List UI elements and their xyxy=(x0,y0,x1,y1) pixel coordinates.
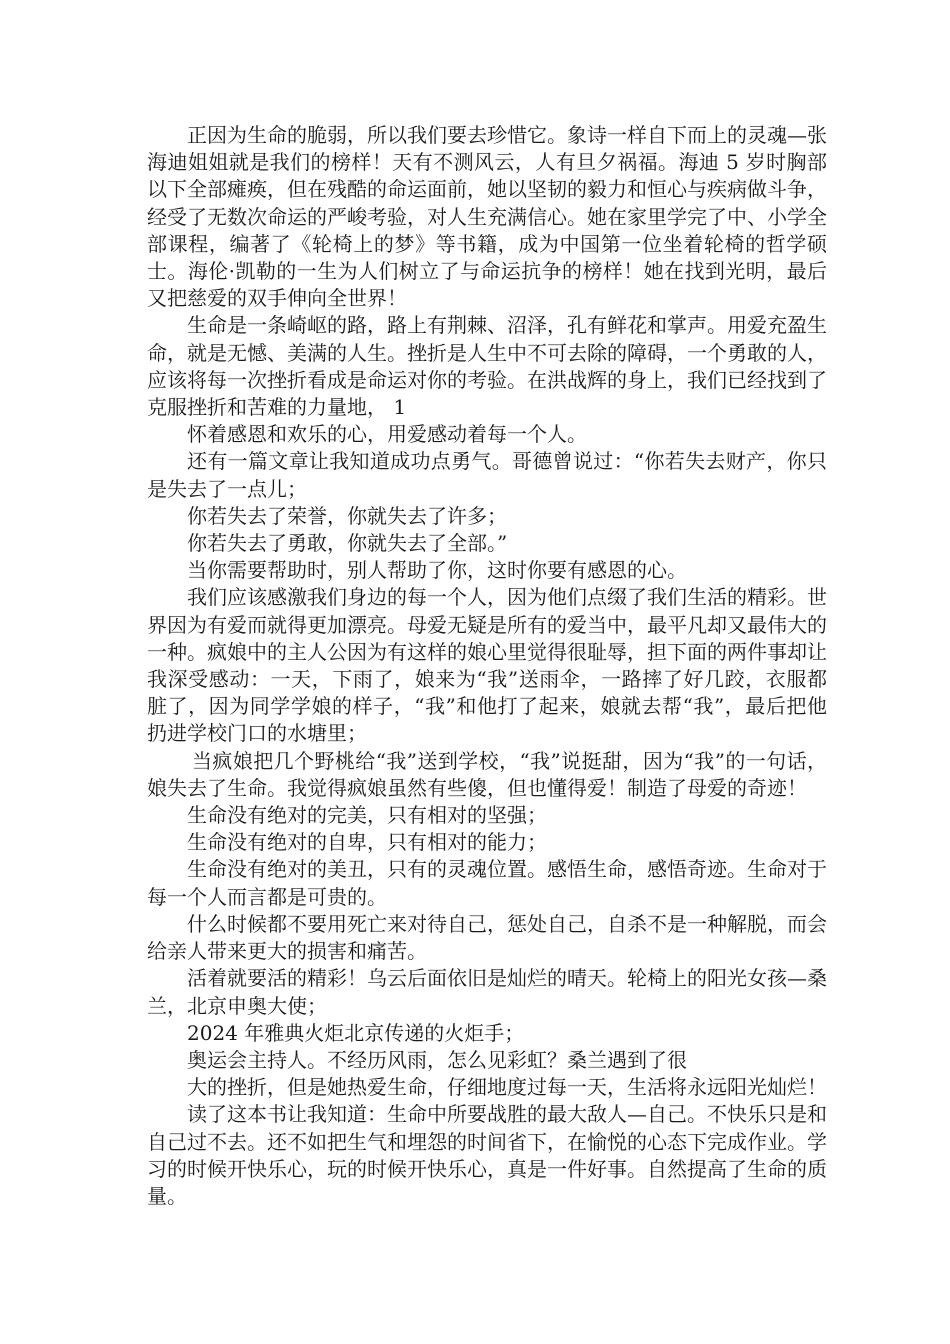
paragraph-wild-peaches: 当疯娘把几个野桃给“我”送到学校，“我”说挺甜，因为“我”的一句话，娘失去了生命。我觉得疯娘虽然有些傻，但也懂得爱！制造了母爱的奇迹！ xyxy=(147,748,827,800)
paragraph-torch-bearer: 2024 年雅典火炬北京传递的火炬手； xyxy=(187,1020,525,1045)
paragraph-gratitude-heart: 怀着感恩和欢乐的心，用爱感动着每一个人。 xyxy=(187,422,587,447)
paragraph-need-help: 当你需要帮助时，别人帮助了你，这时你要有感恩的心。 xyxy=(187,558,687,583)
paragraph-book-lesson: 读了这本书让我知道：生命中所要战胜的最大敌人—自己。不快乐只是和自己过不去。还不如把生气和埋怨的时间省下，在愉悦的心态下完成作业。学习的时候开快乐心，玩的时候开快乐心，真是一件好事。自然提高了生命的质量。 xyxy=(147,1102,827,1208)
paragraph-mother-love: 我们应该感激我们身边的每一个人，因为他们点缀了我们生活的精彩。世界因为有爱而就得更加漂亮。母爱无疑是所有的爱当中，最平凡却又最伟大的一种。疯娘中的主人公因为有这样的娘心里觉得很耻辱，担下面的两件事却让我深受感动：一天，下雨了，娘来为“我”送雨伞，一路摔了好几跤，衣服都脏了，因为同学学娘的样子，“我”和他打了起来，娘就去帮“我”，最后把他扔进学校门口的水塘里； xyxy=(147,585,827,746)
paragraph-olympic-host: 奥运会主持人。不经历风雨，怎么见彩虹？桑兰遇到了很 xyxy=(187,1047,687,1072)
paragraph-never-death: 什么时候都不要用死亡来对待自己，惩处自己，自杀不是一种解脱，而会给亲人带来更大的损害和痛苦。 xyxy=(147,911,827,964)
paragraph-life-road: 生命是一条崎岖的路，路上有荆棘、沼泽，孔有鲜花和掌声。用爱充盈生命，就是无憾、美满的人生。挫折是人生中不可去除的障碍，一个勇敢的人，应该将每一次挫折看成是命运对你的考验。在洪战辉的身上，我们已经找到了克服挫折和苦难的力量地， 1 xyxy=(147,313,827,420)
paragraph-no-absolute-perfection: 生命没有绝对的完美，只有相对的坚强； xyxy=(187,803,547,828)
paragraph-lose-courage: 你若失去了勇敢，你就失去了全部。” xyxy=(187,531,508,556)
paragraph-no-absolute-inferiority: 生命没有绝对的自卑，只有相对的能力； xyxy=(187,830,547,855)
paragraph-goethe-quote: 还有一篇文章让我知道成功点勇气。哥德曾说过：“你若失去财产，你只是失去了一点儿； xyxy=(147,449,827,501)
document-body xyxy=(147,122,827,1210)
paragraph-lose-honor: 你若失去了荣誉，你就失去了许多； xyxy=(187,503,507,528)
paragraph-zhang-haidi: 正因为生命的脆弱，所以我们要去珍惜它。象诗一样自下而上的灵魂—张海迪姐姐就是我们的榜样！天有不测风云，人有旦夕祸福。海迪 5 岁时胸部以下全部瘫痪，但在残酷的命运面前，她以坚韧的毅力和恒心与疾病做斗争，经受了无数次命运的严峻考验，对人生充满信心。她在家里学完了中、小学全部课程，编著了《轮椅上的梦》等书籍，成为中国第一位坐着轮椅的哲学硕士。海伦·凯勒的一生为人们树立了与命运抗争的榜样！她在找到光明，最后又把慈爱的双手伸向全世界！ xyxy=(147,123,827,311)
paragraph-no-absolute-beauty: 生命没有绝对的美丑，只有的灵魂位置。感悟生命，感悟奇迹。生命对于每一个人而言都是可贵的。 xyxy=(147,857,827,909)
paragraph-great-setback: 大的挫折，但是她热爱生命，仔细地度过每一天，生活将永远阳光灿烂！ xyxy=(187,1075,827,1100)
paragraph-sang-lan: 活着就要活的精彩！乌云后面依旧是灿烂的晴天。轮椅上的阳光女孩—桑兰，北京申奥大使； xyxy=(147,966,827,1018)
